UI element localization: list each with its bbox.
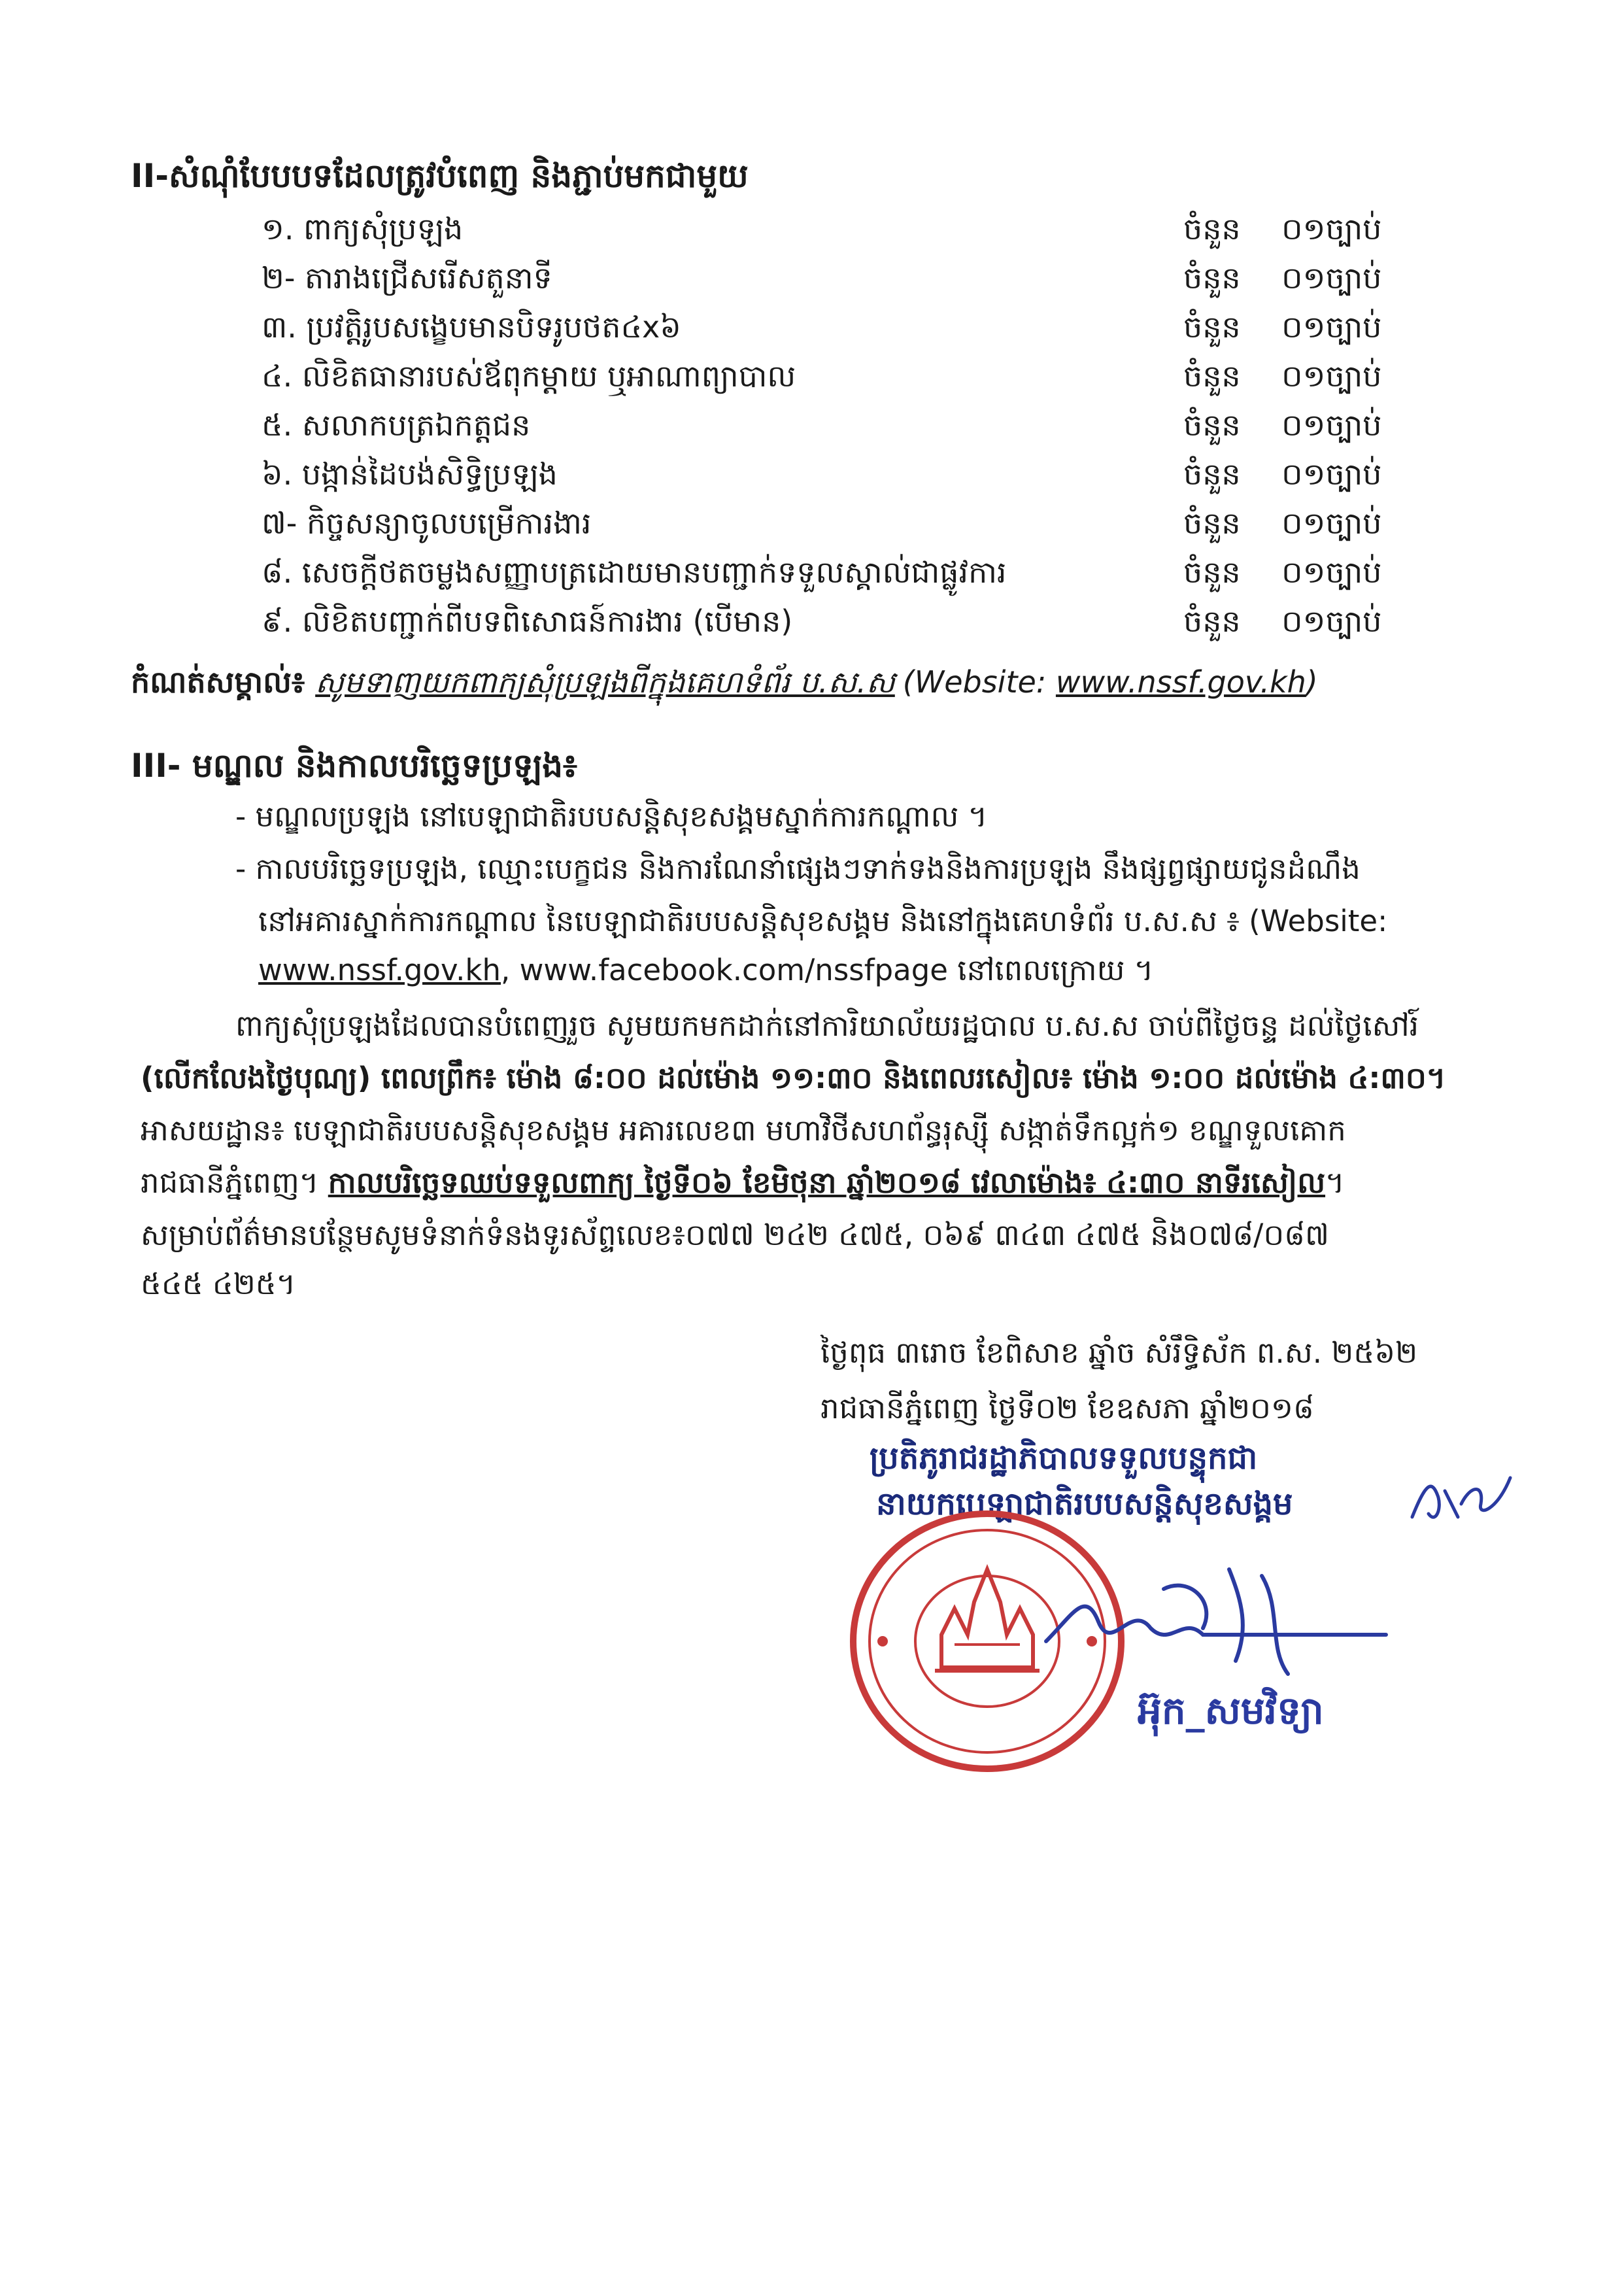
document-name: ៨. សេចក្តីថតចម្លងសញ្ញាបត្រដោយមានបញ្ជាក់ទទួលស្គាល់ជាផ្លូវការ — [262, 554, 1007, 590]
note-label: កំណត់សម្គាល់៖ — [131, 664, 305, 700]
list-item — [262, 407, 1386, 456]
list-item — [262, 358, 1386, 407]
quantity-label: ចំនួន — [1183, 604, 1241, 639]
quantity-value: ០១ច្បាប់ — [1281, 260, 1382, 296]
document-name: ១. ពាក្យសុំប្រឡង — [262, 211, 464, 247]
paragraph-line: ពាក្យសុំប្រឡងដែលបានបំពេញរួច សូមយកមកដាក់នៅការិយាល័យរដ្ឋបាល ប.ស.ស ចាប់ពីថ្ងៃចន្ទ ដល់ថ្ងៃសៅរ៍ — [235, 1008, 1419, 1043]
website-prefix: (Website: — [902, 664, 1056, 700]
signatory-title-line2: នាយកបេឡាជាតិរបបសន្តិសុខសង្គម — [876, 1486, 1293, 1522]
document-name: ៤. លិខិតធានារបស់ឪពុកម្តាយ ឬអាណាព្យាបាល — [262, 358, 796, 394]
required-documents-list — [262, 211, 1386, 652]
list-item — [262, 554, 1386, 603]
note-text: សូមទាញយកពាក្យសុំប្រឡងពីក្នុងគេហទំព័រ ប.ស.ស — [315, 664, 895, 700]
quantity-label: ចំនួន — [1183, 358, 1241, 394]
paragraph-line — [141, 1164, 1345, 1207]
quantity-label: ចំនួន — [1183, 407, 1241, 443]
paragraph-text: ។ — [1325, 1165, 1345, 1200]
exam-date-bullet-line2: នៅអគារស្នាក់ការកណ្តាល នៃបេឡាជាតិរបបសន្តិសុខសង្គម និងនៅក្នុងគេហទំព័រ ប.ស.ស ៖ (Website: — [258, 904, 1388, 938]
quantity-value: ០១ច្បាប់ — [1281, 456, 1382, 492]
quantity-label: ចំនួន — [1183, 309, 1241, 345]
document-name: ៦. បង្កាន់ដៃបង់សិទ្ធិប្រឡង — [262, 456, 558, 492]
quantity-value: ០១ច្បាប់ — [1281, 505, 1382, 541]
list-item — [262, 309, 1386, 358]
quantity-label: ចំនួន — [1183, 554, 1241, 590]
exam-center-bullet: - មណ្ឌលប្រឡង នៅបេឡាជាតិរបបសន្តិសុខសង្គមស្នាក់ការកណ្តាល ។ — [235, 799, 988, 834]
quantity-label: ចំនួន — [1183, 211, 1241, 247]
website-link[interactable]: www.nssf.gov.kh — [1055, 664, 1306, 700]
quantity-label: ចំនួន — [1183, 456, 1241, 492]
website-link[interactable]: www.nssf.gov.kh — [258, 953, 501, 987]
bullet-text: , www.facebook.com/nssfpage នៅពេលក្រោយ ។ — [501, 953, 1154, 987]
list-item — [262, 211, 1386, 260]
note-website — [903, 664, 1318, 700]
initials-scribble — [1406, 1458, 1523, 1537]
signer-name: អ៊ុក_សមវិទ្យា — [1138, 1688, 1324, 1733]
paragraph-text: រាជធានីភ្នំពេញ។ — [141, 1165, 328, 1200]
paragraph-line: ៥៤៥ ៤២៥។ — [141, 1267, 296, 1301]
document-name: ២- តារាងជ្រើសរើសតួនាទី — [262, 260, 552, 296]
document-name: ៣. ប្រវត្តិរូបសង្ខេបមានបិទរូបថត៤x៦ — [262, 309, 681, 345]
list-item — [262, 260, 1386, 309]
document-name: ៧- កិច្ចសន្យាចូលបម្រើការងារ — [262, 505, 592, 541]
quantity-value: ០១ច្បាប់ — [1281, 604, 1382, 639]
list-item — [262, 456, 1386, 505]
lunar-date: ថ្ងៃពុធ ៣រោច ខែពិសាខ ឆ្នាំច សំរឹទ្ធិស័ក ព.ស. ២៥៦២ — [820, 1335, 1418, 1370]
paragraph-line: សម្រាប់ព័ត៌មានបន្ថែមសូមទំនាក់ទំនងទូរស័ព្ទលេខ៖០៧៧ ២៤២ ៤៧៥, ០៦៩ ៣៤៣ ៤៧៥ និង០៧៨/០៨៧ — [141, 1218, 1329, 1252]
paragraph-line: (លើកលែងថ្ងៃបុណ្យ) ពេលព្រឹក៖ ម៉ោង ៨:០០ ដល់ម៉ោង ១១:៣០ និងពេលរសៀល៖ ម៉ោង ១:០០ ដល់ម៉ោង ៤:៣០។ — [141, 1061, 1446, 1095]
quantity-value: ០១ច្បាប់ — [1281, 309, 1382, 345]
paragraph-line: អាសយដ្ឋាន៖ បេឡាជាតិរបបសន្តិសុខសង្គម អគារលេខ៣ មហាវិថីសហព័ន្ធរុស្ស៊ី សង្កាត់ទឹកល្អក់១ ខណ្ឌទួលគោក — [141, 1113, 1346, 1148]
deadline-text: កាលបរិច្ឆេទឈប់ទទួលពាក្យ ថ្ងៃទី០៦ ខែមិថុនា ឆ្នាំ២០១៨ វេលាម៉ោង៖ ៤:៣០ នាទីរសៀល — [328, 1165, 1326, 1200]
website-suffix: ) — [1306, 664, 1318, 700]
section-3-title: III- មណ្ឌល និងកាលបរិច្ឆេទប្រឡង៖ — [131, 747, 577, 785]
document-name: ៩. លិខិតបញ្ជាក់ពីបទពិសោធន៍ការងារ (បើមាន) — [262, 604, 793, 639]
quantity-value: ០១ច្បាប់ — [1281, 407, 1382, 443]
document-name: ៥. សលាកបត្រឯកត្តជន — [262, 407, 531, 443]
quantity-value: ០១ច្បាប់ — [1281, 211, 1382, 247]
exam-date-bullet: - កាលបរិច្ឆេទប្រឡង, ឈ្មោះបេក្ខជន និងការណែនាំផ្សេងៗទាក់ទងនិងការប្រឡង នឹងផ្សព្វផ្សាយជូនដំណឹង — [235, 851, 1361, 886]
quantity-label: ចំនួន — [1183, 505, 1241, 541]
note-line — [131, 664, 1318, 708]
solar-date: រាជធានីភ្នំពេញ ថ្ងៃទី០២ ខែឧសភា ឆ្នាំ២០១៨ — [820, 1391, 1314, 1425]
quantity-value: ០១ច្បាប់ — [1281, 554, 1382, 590]
list-item — [262, 505, 1386, 554]
list-item — [262, 603, 1386, 652]
exam-date-bullet-line3 — [258, 951, 1153, 995]
quantity-value: ០១ច្បាប់ — [1281, 358, 1382, 394]
signature-scribble — [1033, 1550, 1399, 1700]
signatory-title-line1: ប្រតិភូរាជរដ្ឋាភិបាលទទួលបន្ទុកជា — [870, 1440, 1258, 1476]
quantity-label: ចំនួន — [1183, 260, 1241, 296]
section-2-title: II-សំណុំបែបបទដែលត្រូវបំពេញ និងភ្ជាប់មកជាមួយ — [131, 157, 749, 195]
